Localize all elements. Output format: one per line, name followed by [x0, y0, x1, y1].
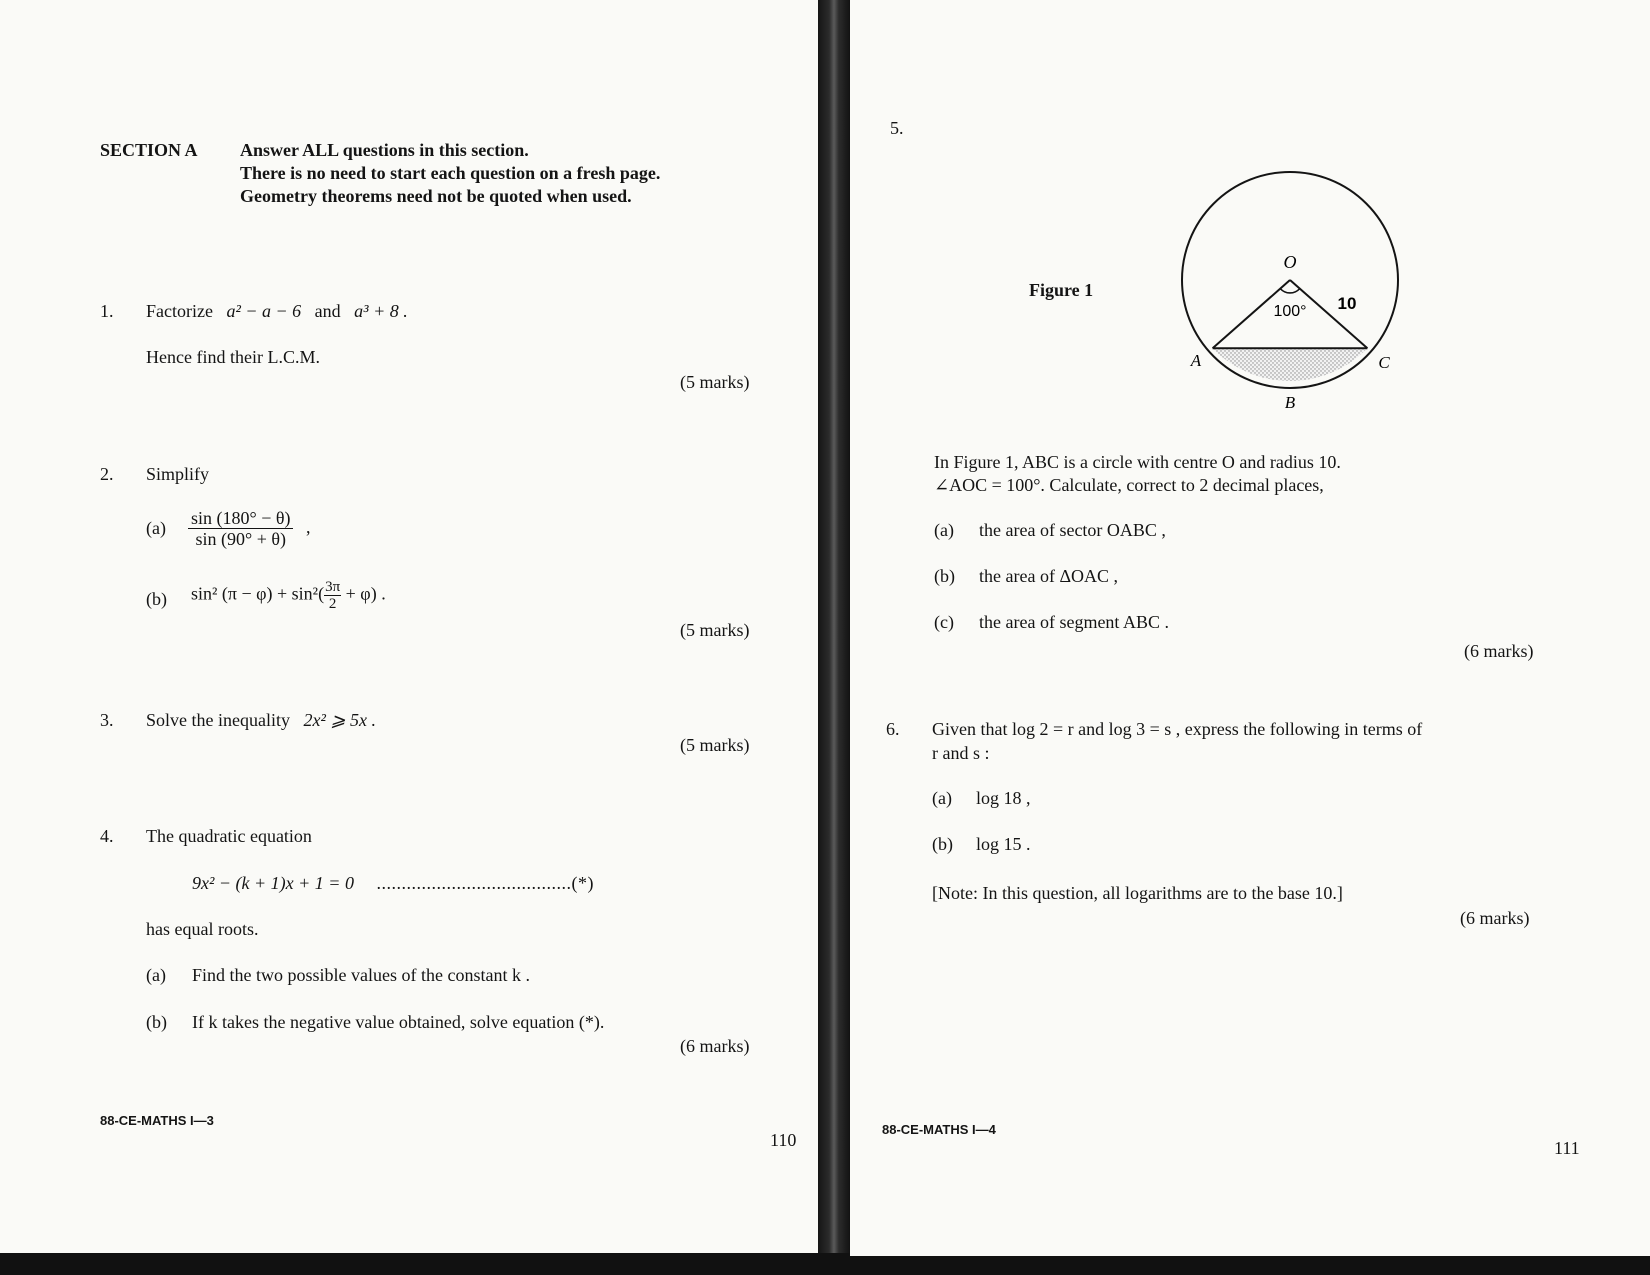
q2-intro: Simplify	[146, 464, 210, 484]
q5-part-a-label: (a)	[934, 520, 954, 540]
scan-bottom-edge	[0, 1253, 1650, 1275]
q4-part-a-label: (a)	[146, 965, 166, 985]
q5-line1: In Figure 1, ABC is a circle with centre O and radius 10.	[934, 452, 1341, 472]
q2-part-b-frac-num: 3π	[325, 579, 341, 595]
q1-joiner: and	[314, 301, 341, 321]
q4-equation-tag: .......................................(*)	[376, 873, 594, 893]
right-page-number: 111	[1554, 1138, 1580, 1158]
q5-number: 5.	[890, 118, 904, 138]
q4-intro: The quadratic equation	[146, 826, 312, 846]
q2-part-b-expr	[191, 579, 386, 612]
instruction-line-2: There is no need to start each question on a fresh page.	[240, 163, 661, 183]
left-footer-code: 88-CE-MATHS I—3	[100, 1113, 214, 1128]
q6-line2: r and s :	[932, 743, 990, 763]
q3-number: 3.	[100, 710, 114, 730]
q2-part-b-fraction	[324, 579, 341, 612]
q1-marks: (5 marks)	[680, 372, 750, 392]
section-label: SECTION A	[100, 140, 198, 160]
segment-abc-shading	[1213, 348, 1368, 381]
q6-part-b-label: (b)	[932, 834, 953, 854]
q4-part-b-label: (b)	[146, 1012, 167, 1032]
q4-line3: has equal roots.	[146, 919, 259, 939]
q4-marks: (6 marks)	[680, 1036, 750, 1056]
label-b: B	[1284, 393, 1296, 412]
q2-part-b-frac-den: 2	[328, 596, 337, 612]
instruction-line-3: Geometry theorems need not be quoted when used.	[240, 186, 632, 206]
left-page-number: 110	[770, 1130, 797, 1150]
q4-equation-line	[192, 873, 594, 894]
q3-marks: (5 marks)	[680, 735, 750, 755]
q2-part-a-expr	[188, 508, 310, 549]
instruction-line-1: Answer ALL questions in this section.	[240, 140, 529, 160]
q2-number: 2.	[100, 464, 114, 484]
q2-marks: (5 marks)	[680, 620, 750, 640]
q6-line1: Given that log 2 = r and log 3 = s , express the following in terms of	[932, 719, 1423, 739]
book-spine	[818, 0, 850, 1275]
q5-part-c-label: (c)	[934, 612, 954, 632]
q3-line	[146, 710, 376, 731]
figure-label: Figure 1	[1029, 280, 1094, 300]
label-c: C	[1378, 353, 1390, 372]
q2-part-a-tail: ,	[305, 516, 311, 537]
q5-part-b-text: the area of ΔOAC ,	[979, 566, 1119, 586]
q4-part-a-text: Find the two possible values of the constant k .	[192, 965, 530, 985]
angle-label: 100°	[1273, 303, 1307, 320]
q5-line2: ∠AOC = 100°. Calculate, correct to 2 decimal places,	[934, 475, 1324, 495]
left-page	[0, 0, 818, 1253]
q6-number: 6.	[886, 719, 900, 739]
q2-part-a-denominator: sin (90° + θ)	[195, 529, 286, 549]
radius-label: 10	[1337, 294, 1357, 313]
angle-arc	[1280, 289, 1299, 293]
right-footer-code: 88-CE-MATHS I—4	[882, 1122, 996, 1137]
q5-part-b-label: (b)	[934, 566, 955, 586]
q1-line1	[146, 301, 408, 322]
label-a: A	[1190, 351, 1202, 370]
q5-part-c-text: the area of segment ABC .	[979, 612, 1169, 632]
q2-part-a-fraction	[188, 508, 293, 549]
q3-expr: 2x² ⩾ 5x .	[303, 710, 376, 730]
q1-prefix: Factorize	[146, 301, 213, 321]
q4-equation: 9x² − (k + 1)x + 1 = 0	[192, 873, 354, 893]
q5-part-a-text: the area of sector OABC ,	[979, 520, 1166, 540]
q1-number: 1.	[100, 301, 114, 321]
q4-number: 4.	[100, 826, 114, 846]
q1-expr1: a² − a − 6	[226, 301, 302, 321]
q2-part-b-pre: sin² (π − φ) + sin²(	[191, 583, 325, 604]
q2-part-a-label: (a)	[146, 518, 166, 538]
q2-part-b-label: (b)	[146, 589, 167, 609]
q2-part-a-numerator: sin (180° − θ)	[188, 508, 293, 529]
q6-part-a-label: (a)	[932, 788, 952, 808]
q2-part-b-post: + φ) .	[345, 583, 386, 604]
q5-marks: (6 marks)	[1464, 641, 1534, 661]
right-page	[850, 0, 1650, 1256]
label-o: O	[1283, 252, 1297, 272]
q6-part-b-text: log 15 .	[976, 834, 1031, 854]
q3-text: Solve the inequality	[146, 710, 290, 730]
figure-1-diagram	[1170, 160, 1410, 420]
q1-expr2: a³ + 8 .	[354, 301, 408, 321]
q6-marks: (6 marks)	[1460, 908, 1530, 928]
q4-part-b-text: If k takes the negative value obtained, solve equation (*).	[192, 1012, 605, 1032]
q6-note: [Note: In this question, all logarithms are to the base 10.]	[932, 883, 1343, 903]
q6-part-a-text: log 18 ,	[976, 788, 1031, 808]
q1-line2: Hence find their L.C.M.	[146, 347, 320, 367]
